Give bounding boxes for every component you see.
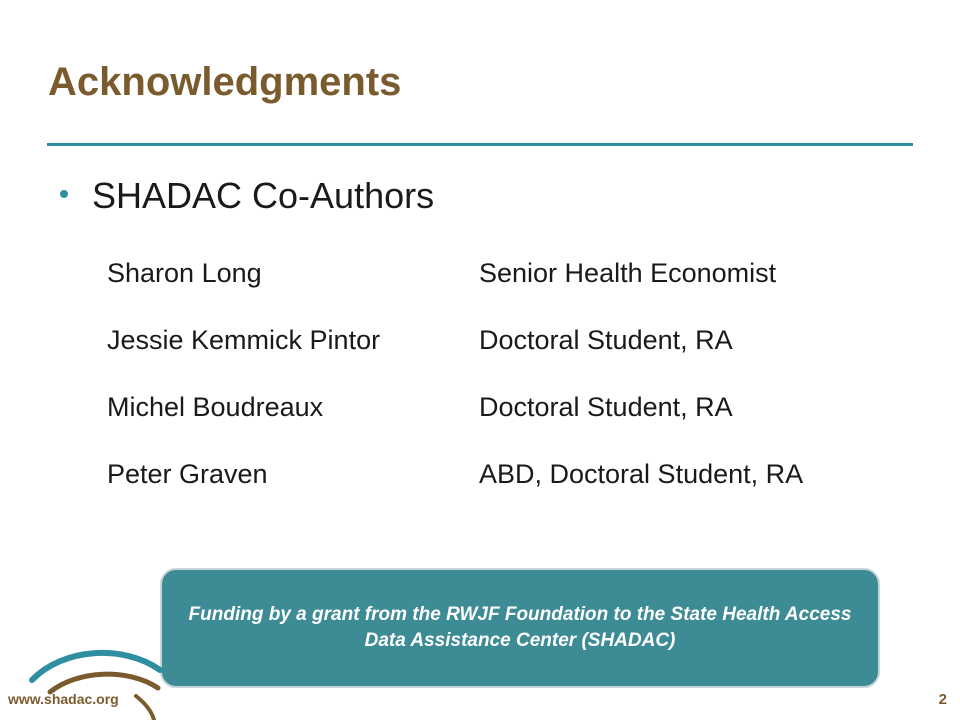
- co-author-name: Michel Boudreaux: [107, 392, 324, 422]
- co-author-name: Peter Graven: [107, 459, 268, 489]
- co-author-row: [107, 258, 907, 325]
- co-author-role: Doctoral Student, RA: [479, 325, 733, 355]
- co-author-role: Senior Health Economist: [479, 258, 777, 288]
- co-author-name: Jessie Kemmick Pintor: [107, 325, 381, 355]
- shadac-logo-arcs-icon: [28, 640, 168, 720]
- co-author-row: [107, 392, 907, 459]
- co-author-role: ABD, Doctoral Student, RA: [479, 459, 804, 489]
- co-author-row: [107, 459, 907, 526]
- co-author-name: Sharon Long: [107, 258, 262, 288]
- title-divider: [47, 143, 913, 146]
- co-author-list: [107, 258, 907, 526]
- bullet-item: [60, 176, 434, 216]
- co-author-row: [107, 325, 907, 392]
- slide-title: Acknowledgments: [48, 60, 402, 104]
- co-author-role: Doctoral Student, RA: [479, 392, 733, 422]
- funding-callout: [160, 568, 880, 688]
- page-number: 2: [938, 691, 947, 708]
- funding-text: Funding by a grant from the RWJF Foundation to the State Health Access Data Assistance Center (SHADAC): [188, 604, 852, 651]
- bullet-dot-icon: [60, 190, 68, 198]
- footer-url: www.shadac.org: [8, 691, 119, 707]
- bullet-text: SHADAC Co-Authors: [92, 175, 435, 216]
